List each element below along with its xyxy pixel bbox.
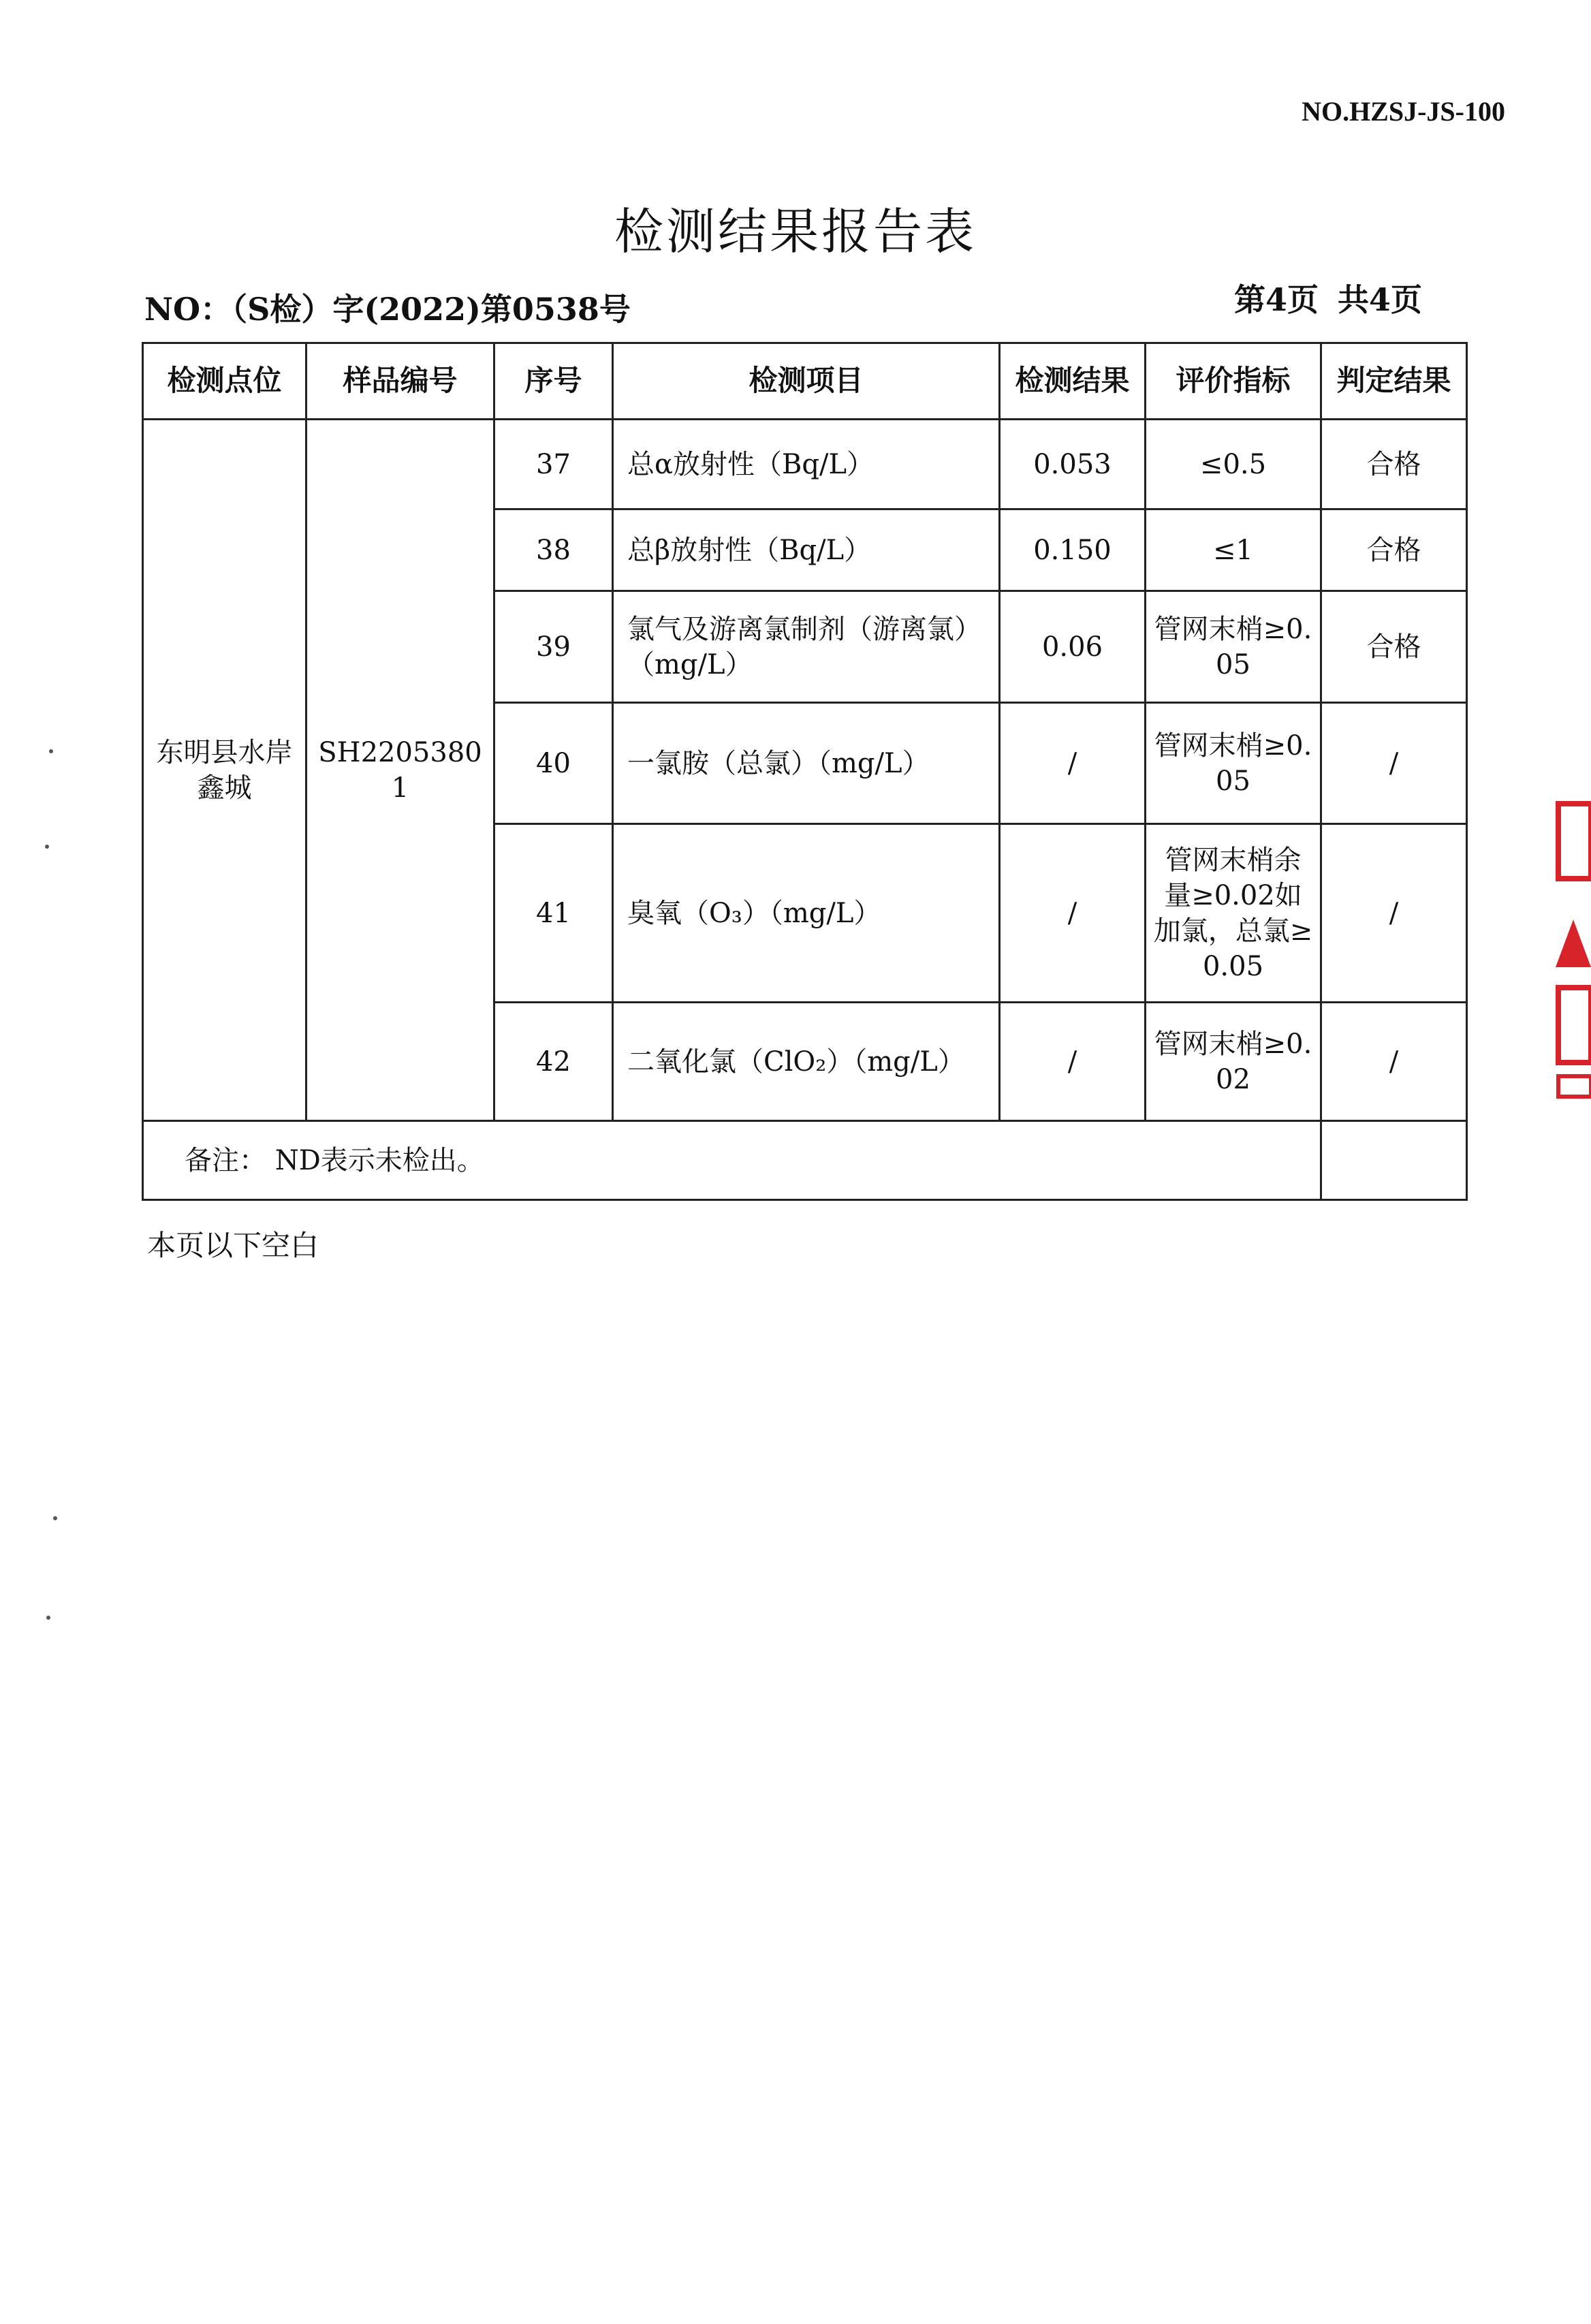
judgement-cell: / <box>1321 703 1467 824</box>
results-table <box>142 342 1468 1201</box>
judgement-cell: / <box>1321 824 1467 1003</box>
result-cell: / <box>1000 1003 1146 1121</box>
page-title: 检测结果报告表 <box>614 203 977 260</box>
standard-cell: 管网末梢≥0.02 <box>1146 1003 1321 1121</box>
result-cell: / <box>1000 824 1146 1003</box>
judgement-cell: 合格 <box>1321 420 1467 509</box>
judgement-cell: 合格 <box>1321 509 1467 591</box>
table-row <box>143 420 1467 509</box>
item-cell: 臭氧（O₃）（mg/L） <box>613 824 1000 1003</box>
result-cell: 0.06 <box>1000 591 1146 703</box>
seq-cell: 39 <box>494 591 613 703</box>
result-cell: 0.150 <box>1000 509 1146 591</box>
header-sample-id: 样品编号 <box>306 343 494 420</box>
item-cell: 总α放射性（Bq/L） <box>613 420 1000 509</box>
seq-cell: 42 <box>494 1003 613 1121</box>
location-cell: 东明县水岸鑫城 <box>143 420 306 1121</box>
standard-cell: ≤0.5 <box>1146 420 1321 509</box>
result-cell: / <box>1000 703 1146 824</box>
judgement-cell: 合格 <box>1321 591 1467 703</box>
scan-speck <box>45 845 49 849</box>
document-number: NO.HZSJ-JS-100 <box>1302 96 1505 127</box>
table-header-row <box>143 343 1467 420</box>
sample-id-cell: SH22053801 <box>306 420 494 1121</box>
current-page: 第4页 <box>1233 281 1319 318</box>
standard-cell: ≤1 <box>1146 509 1321 591</box>
scan-speck <box>46 1616 50 1620</box>
seq-cell: 40 <box>494 703 613 824</box>
judgement-cell: / <box>1321 1003 1467 1121</box>
scan-speck <box>53 1516 57 1520</box>
header-judgement: 判定结果 <box>1321 343 1467 420</box>
remark-cell: 备注： ND表示未检出。 <box>143 1121 1321 1200</box>
header-location: 检测点位 <box>143 343 306 420</box>
result-cell: 0.053 <box>1000 420 1146 509</box>
standard-cell: 管网末梢≥0.05 <box>1146 703 1321 824</box>
item-cell: 总β放射性（Bq/L） <box>613 509 1000 591</box>
header-item: 检测项目 <box>613 343 1000 420</box>
item-cell: 一氯胺（总氯）（mg/L） <box>613 703 1000 824</box>
item-cell: 二氧化氯（ClO₂）（mg/L） <box>613 1003 1000 1121</box>
total-pages: 共4页 <box>1337 281 1422 318</box>
header-standard: 评价指标 <box>1146 343 1321 420</box>
scan-speck <box>49 749 53 753</box>
header-result: 检测结果 <box>1000 343 1146 420</box>
seq-cell: 41 <box>494 824 613 1003</box>
blank-below-note: 本页以下空白 <box>147 1229 319 1262</box>
red-seal-stamp-fragment <box>1553 790 1591 1131</box>
seq-cell: 38 <box>494 509 613 591</box>
item-cell: 氯气及游离氯制剂（游离氯）（mg/L） <box>613 591 1000 703</box>
seq-cell: 37 <box>494 420 613 509</box>
report-number: NO：（S检）字(2022)第0538号 <box>144 291 631 328</box>
remark-row <box>143 1121 1467 1200</box>
page-indicator <box>1226 275 1422 320</box>
header-seq: 序号 <box>494 343 613 420</box>
remark-empty-cell <box>1321 1121 1467 1200</box>
standard-cell: 管网末梢≥0.05 <box>1146 591 1321 703</box>
standard-cell: 管网末梢余量≥0.02如加氯，总氯≥0.05 <box>1146 824 1321 1003</box>
